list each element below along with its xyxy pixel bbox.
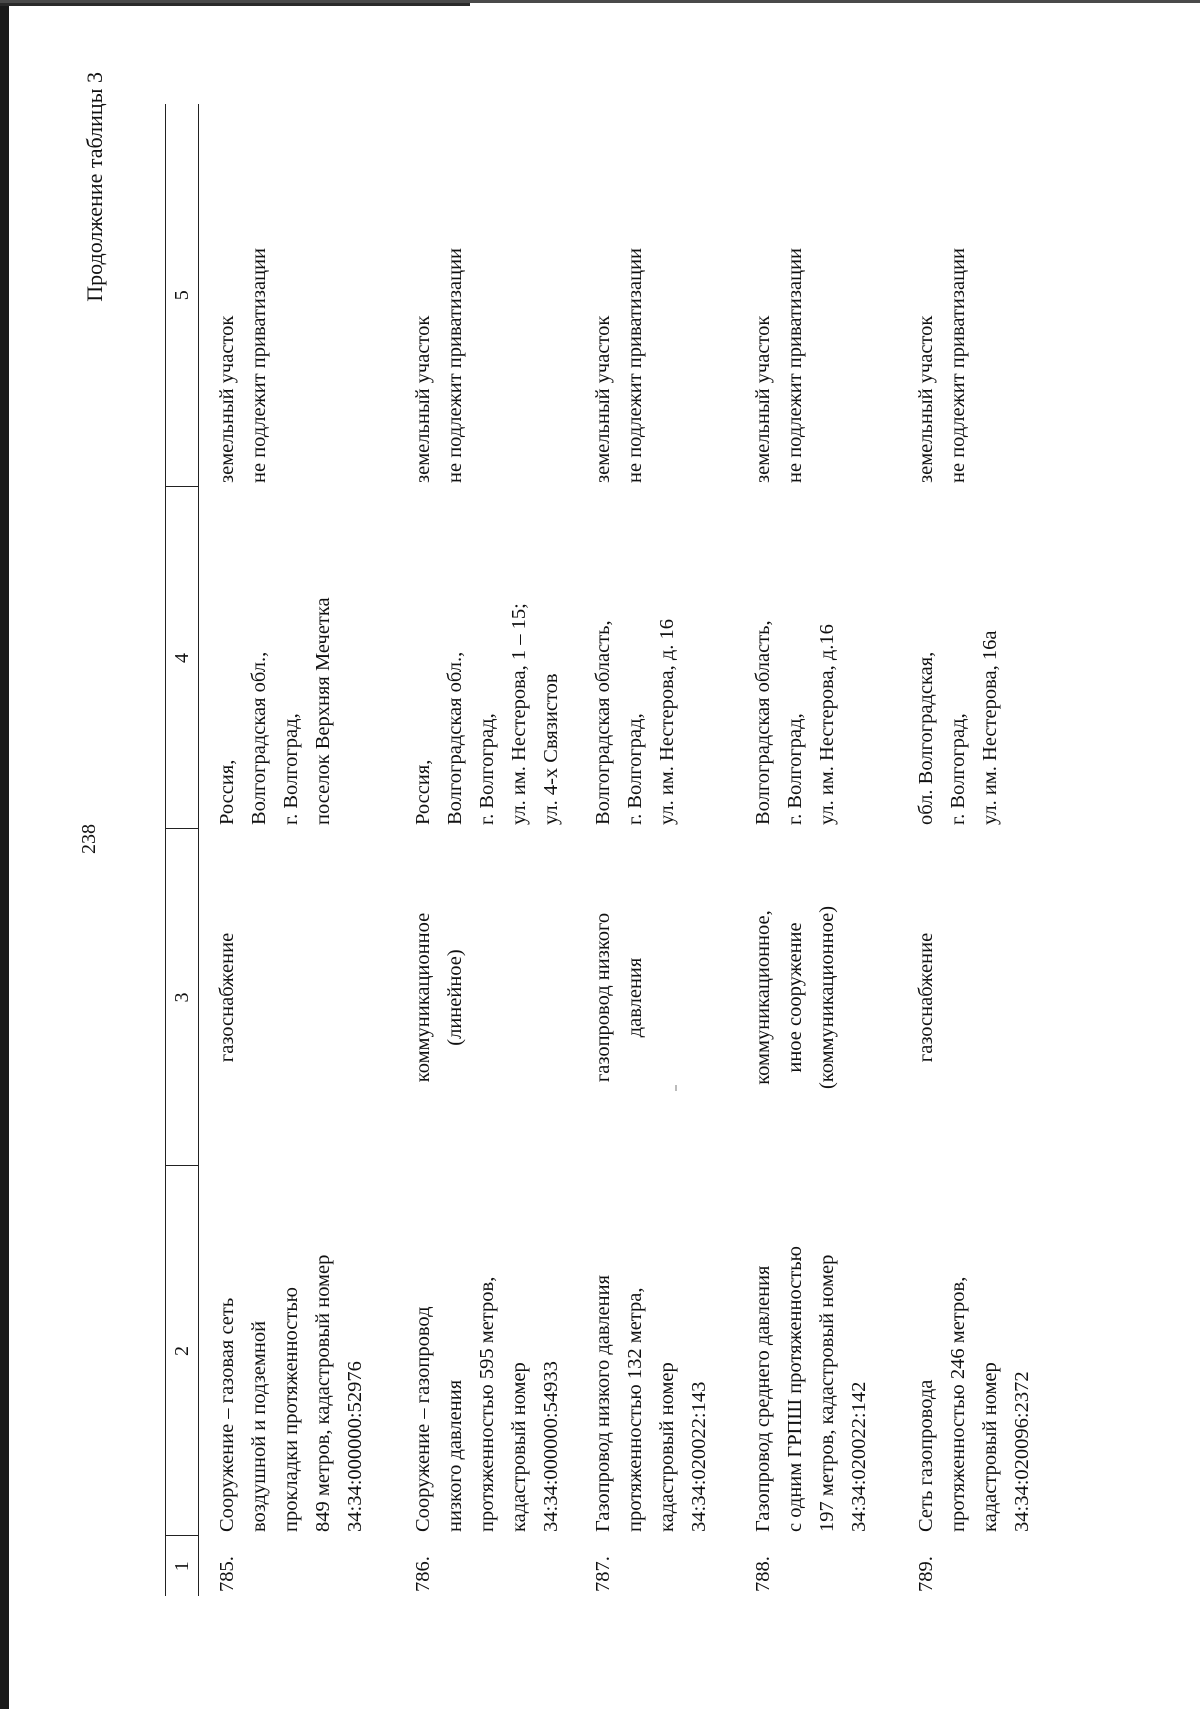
column-header-1: 1 [166,1536,199,1596]
cell-line: прокладки протяженностью [280,1287,302,1532]
cell-line: Сеть газопровода [914,1379,937,1532]
cell-line: Газопровод низкого давления [591,1274,614,1532]
cell-line: ул. им. Нестерова, д.16 [815,624,838,825]
cell-line: протяженностью 595 метров, [475,1276,498,1532]
cell-line: коммуникационное, [751,910,774,1085]
cell-line: земельный участок [411,315,434,483]
cell-line: Сооружение – газопровод [411,1306,434,1532]
cell-line: 34:34:020022:142 [847,1381,870,1532]
object-name-cell [575,1166,735,1536]
cell-line: 34:34:000000:52976 [344,1361,366,1532]
cell-line: ул. им. Нестерова, 1 – 15; [507,603,530,825]
table-row [735,104,898,1596]
object-name-cell [395,1166,575,1536]
column-header-5: 5 [166,104,199,487]
cell-line: 34:34:020096:2372 [1010,1371,1033,1532]
object-name-cell [199,1166,395,1536]
cell-line: воздушной и подземной [248,1320,270,1532]
column-number-row [166,104,199,1596]
table-continuation-caption: Продолжение таблицы 3 [82,72,107,302]
cell-line: 849 метров, кадастровый номер [312,1254,334,1532]
purpose-cell [898,829,1046,1166]
purpose-cell [395,829,575,1166]
cell-line: земельный участок [216,315,238,483]
cell-line: кадастровый номер [978,1362,1001,1532]
cell-line: кадастровый номер [507,1362,530,1532]
cell-line: ул. им. Нестерова, д. 16 [655,618,678,825]
cell-line: обл. Волгоградская, [914,651,937,825]
table-row [898,104,1046,1596]
cell-line: не подлежит приватизации [783,247,806,483]
cell-line: земельный участок [591,315,614,483]
cell-line: низкого давления [443,1379,466,1532]
cell-line: не подлежит приватизации [443,247,466,483]
row-number: 787. [591,1556,614,1592]
cell-line: г. Волгоград, [475,713,498,825]
page-number: 238 [78,824,100,854]
cell-line: Россия, [411,759,434,825]
note-cell [898,104,1046,487]
note-cell [735,104,898,487]
cell-line: Волгоградская область, [751,620,774,825]
cell-line: Волгоградская область, [591,620,614,825]
cell-line: не подлежит приватизации [946,247,969,483]
property-register-table [165,104,1046,1596]
address-cell [575,487,735,829]
note-cell [199,104,395,487]
address-cell [395,487,575,829]
cell-line: не подлежит приватизации [623,247,646,483]
purpose-cell [199,829,395,1166]
cell-line: Россия, [216,759,238,825]
cell-line: земельный участок [914,315,937,483]
column-header-2: 2 [166,1166,199,1536]
address-cell [735,487,898,829]
cell-line: (линейное) [443,949,466,1046]
cell-line: протяженностью 246 метров, [946,1276,969,1532]
cell-line: г. Волгоград, [280,713,302,825]
table-row [199,104,395,1596]
column-header-4: 4 [166,487,199,829]
cell-line: газопровод низкого [591,912,614,1083]
cell-line: г. Волгоград, [623,713,646,825]
cell-line: газоснабжение [914,932,937,1063]
cell-line: газоснабжение [216,932,238,1063]
row-number: 789. [914,1556,937,1592]
row-number: 788. [751,1556,774,1592]
cell-line: с одним ГРПШ протяженностью [783,1246,806,1532]
purpose-cell [735,829,898,1166]
cell-line: г. Волгоград, [946,713,969,825]
cell-line: Волгоградская обл., [248,651,270,825]
note-cell [575,104,735,487]
address-cell [898,487,1046,829]
table-row [395,104,575,1596]
cell-line: иное сооружение [783,922,806,1073]
cell-line: поселок Верхняя Мечетка [312,597,334,825]
row-number: 785. [216,1556,238,1592]
cell-line: 197 метров, кадастровый номер [815,1254,838,1532]
column-header-3: 3 [166,829,199,1166]
cell-line: протяженностью 132 метра, [623,1287,646,1532]
cell-line: давления [623,957,646,1038]
address-cell [199,487,395,829]
cell-line: Сооружение – газовая сеть [216,1297,238,1532]
cell-line: (коммуникационное) [815,905,838,1090]
table-row [575,104,735,1596]
cell-line: 34:34:000000:54933 [539,1361,562,1532]
cell-line: не подлежит приватизации [248,247,270,483]
purpose-cell [575,829,735,1166]
cell-line: земельный участок [751,315,774,483]
cell-line: 34:34:020022:143 [687,1381,710,1532]
object-name-cell [898,1166,1046,1536]
cell-line: г. Волгоград, [783,713,806,825]
cell-line: ул. им. Нестерова, 16а [978,630,1001,825]
cell-line: Волгоградская обл., [443,651,466,825]
row-number: 786. [411,1556,434,1592]
cell-line: коммуникационное [411,912,434,1083]
cell-line: кадастровый номер [655,1362,678,1532]
cell-line: ул. 4-х Связистов [539,673,562,825]
cell-line: Газопровод среднего давления [751,1265,774,1532]
note-cell [395,104,575,487]
object-name-cell [735,1166,898,1536]
